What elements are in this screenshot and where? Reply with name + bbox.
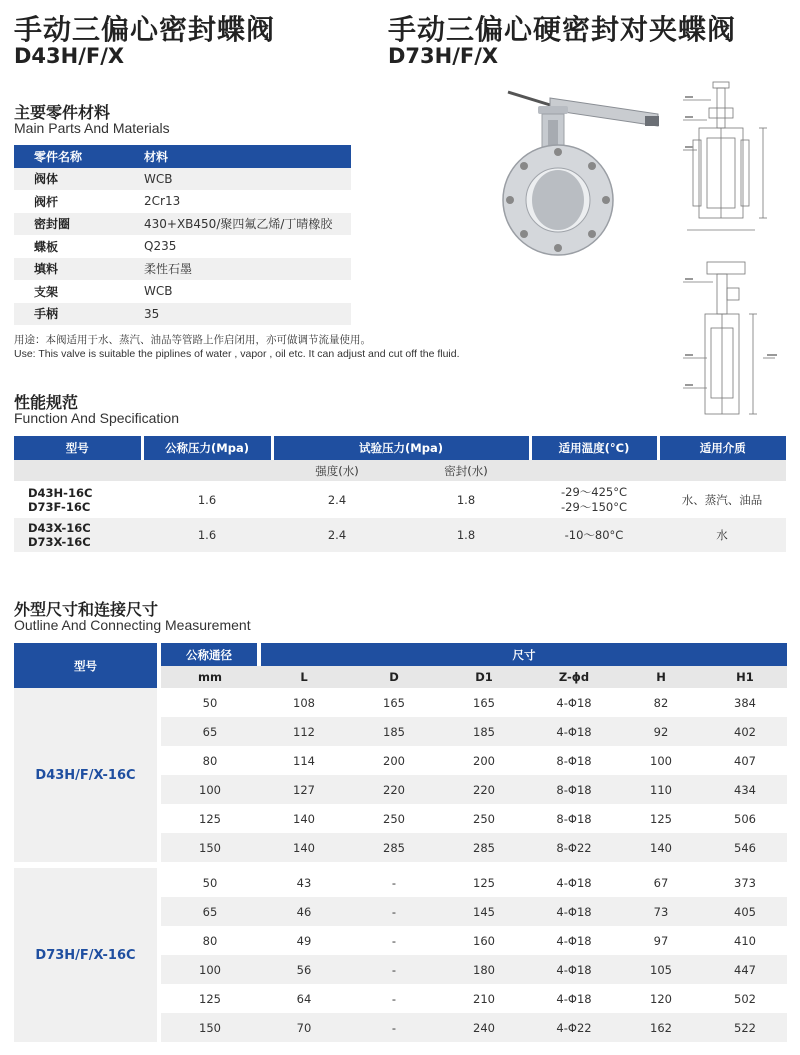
drawing-d43 <box>683 80 783 240</box>
parts-col-name: 零件名称 <box>14 145 144 168</box>
dims-cell-d1: 220 <box>439 775 529 804</box>
dims-cell-l: 127 <box>259 775 349 804</box>
dims-cell-d1: 285 <box>439 833 529 862</box>
spec-temp: -10～80°C <box>530 518 658 552</box>
valve-gland <box>538 106 568 114</box>
dims-cell-zd: 8-Φ18 <box>556 753 592 768</box>
spec-sub-seal: 密封(水) <box>402 460 530 481</box>
dims-sub-h1: H1 <box>703 666 787 688</box>
dims-cell-zd: 4-Φ18 <box>529 897 619 926</box>
spec-col-pn: 公称压力(Mpa) <box>142 436 272 460</box>
table-row <box>14 213 351 236</box>
dims-cell-h1: 402 <box>703 717 787 746</box>
dims-cell-dn: 50 <box>202 875 218 890</box>
dims-sub-zd: Z-ϕd <box>529 666 619 688</box>
table-row <box>14 481 786 518</box>
part-material: 2Cr13 <box>144 194 181 209</box>
part-name: 支架 <box>34 284 59 299</box>
dims-cell-d1: 240 <box>439 1013 529 1042</box>
table-row <box>14 235 351 258</box>
dims-cell-h: 125 <box>650 811 672 826</box>
dims-cell-zd: 8-Φ18 <box>529 775 619 804</box>
dims-cell-h: 110 <box>619 775 703 804</box>
dims-cell-dn: 80 <box>202 753 218 768</box>
dims-cell-dn: 100 <box>159 775 259 804</box>
part-material: WCB <box>144 171 173 186</box>
dims-cell-d: - <box>349 955 439 984</box>
valve-photo <box>490 80 670 260</box>
valve-handle-grip <box>645 116 659 126</box>
dims-cell-dn: 100 <box>159 955 259 984</box>
dims-cell-h1: 407 <box>734 753 756 768</box>
dims-header-row <box>14 643 787 666</box>
dims-model: D43H/F/X-16C <box>14 688 159 862</box>
spec-pn: 1.6 <box>142 481 272 518</box>
dims-cell-d1: 160 <box>473 933 495 948</box>
part-material: 430+XB450/聚四氟乙烯/丁晴橡胶 <box>144 217 333 232</box>
dims-cell-h1: 522 <box>703 1013 787 1042</box>
spec-seal: 1.8 <box>402 481 530 518</box>
usage-en: Use: This valve is suitable the piplines of water , vapor , oil etc. It can adjust and cut off the fluid. <box>14 348 460 360</box>
dims-cell-zd: 4-Φ18 <box>556 695 592 710</box>
part-name: 手柄 <box>34 307 59 322</box>
spec-title-en: Function And Specification <box>14 410 179 426</box>
dims-sub-d: D <box>349 666 439 688</box>
spec-header-row <box>14 436 786 460</box>
table-row <box>14 190 351 213</box>
dims-cell-zd: 4-Φ22 <box>529 1013 619 1042</box>
dims-sub-h: H <box>619 666 703 688</box>
dims-cell-zd: 4-Φ18 <box>556 875 592 890</box>
dims-cell-d: 285 <box>349 833 439 862</box>
dims-cell-l: 46 <box>259 897 349 926</box>
dims-cell-l: 70 <box>259 1013 349 1042</box>
dims-cell-dn: 80 <box>202 933 218 948</box>
valve-disc <box>532 170 584 230</box>
dims-cell-h: 140 <box>619 833 703 862</box>
dims-cell-d: - <box>391 933 397 948</box>
dims-cell-d: 220 <box>349 775 439 804</box>
dims-cell-d: 165 <box>383 695 405 710</box>
right-product-model: D73H/F/X <box>388 44 499 68</box>
table-row <box>14 258 351 281</box>
table-row <box>14 303 351 326</box>
part-name: 蝶板 <box>34 239 59 254</box>
spec-col-model: 型号 <box>14 436 142 460</box>
dims-cell-zd: 8-Φ22 <box>529 833 619 862</box>
dims-cell-zd: 4-Φ18 <box>556 991 592 1006</box>
dims-cell-d: 250 <box>383 811 405 826</box>
spec-col-medium: 适用介质 <box>658 436 786 460</box>
spec-subheader-row <box>14 460 786 481</box>
usage-cn: 用途：本阀适用于水、蒸汽、油品等管路上作启闭用，亦可做调节流量使用。 <box>14 334 371 346</box>
dims-cell-l: 140 <box>293 811 315 826</box>
dims-cell-d: 185 <box>349 717 439 746</box>
table-row <box>14 688 787 717</box>
dims-col-model: 型号 <box>14 643 159 688</box>
table-row <box>14 868 787 897</box>
dims-col-size: 尺寸 <box>259 643 787 666</box>
part-name: 填料 <box>34 262 59 277</box>
dims-cell-dn: 125 <box>199 811 221 826</box>
dims-cell-dn: 150 <box>159 1013 259 1042</box>
dims-table <box>14 643 787 1042</box>
dims-cell-l: 49 <box>296 933 312 948</box>
spec-medium: 水 <box>658 518 786 552</box>
table-row <box>14 518 786 552</box>
dims-cell-zd: 4-Φ18 <box>529 717 619 746</box>
right-product-title: 手动三偏心硬密封对夹蝶阀 <box>388 13 737 46</box>
dims-cell-zd: 4-Φ18 <box>556 933 592 948</box>
part-material: WCB <box>144 284 173 299</box>
dims-cell-h: 92 <box>619 717 703 746</box>
dims-cell-h1: 373 <box>734 875 756 890</box>
dims-cell-h1: 384 <box>734 695 756 710</box>
dims-sub-d1: D1 <box>439 666 529 688</box>
dims-cell-h1: 405 <box>703 897 787 926</box>
dims-cell-l: 140 <box>259 833 349 862</box>
dims-cell-h: 120 <box>650 991 672 1006</box>
spec-temp: -29～425°C -29～150°C <box>530 481 658 518</box>
dims-cell-l: 114 <box>293 753 315 768</box>
left-product-title: 手动三偏心密封蝶阀 <box>14 13 276 46</box>
dims-cell-h1: 502 <box>734 991 756 1006</box>
dims-cell-l: 112 <box>259 717 349 746</box>
dims-cell-d1: 250 <box>473 811 495 826</box>
dims-title-cn: 外型尺寸和连接尺寸 <box>14 600 159 619</box>
dims-cell-d1: 200 <box>473 753 495 768</box>
dims-cell-zd: 8-Φ18 <box>556 811 592 826</box>
spec-strength: 2.4 <box>272 481 402 518</box>
spec-title-cn: 性能规范 <box>14 393 79 412</box>
dims-cell-h: 73 <box>619 897 703 926</box>
dims-cell-l: 108 <box>293 695 315 710</box>
dims-cell-h: 162 <box>619 1013 703 1042</box>
dims-cell-dn: 150 <box>159 833 259 862</box>
dims-cell-h1: 546 <box>703 833 787 862</box>
spec-strength: 2.4 <box>272 518 402 552</box>
parts-col-material: 材料 <box>144 145 351 168</box>
parts-table <box>14 145 351 325</box>
dims-cell-dn: 65 <box>159 717 259 746</box>
table-row <box>14 168 351 191</box>
part-material: Q235 <box>144 239 177 254</box>
spec-table <box>14 436 786 552</box>
dims-model: D73H/F/X-16C <box>14 868 159 1042</box>
spec-col-temp: 适用温度(°C) <box>530 436 658 460</box>
dims-sub-l: L <box>259 666 349 688</box>
dims-cell-zd: 4-Φ18 <box>529 955 619 984</box>
dims-cell-h: 67 <box>653 875 669 890</box>
dims-cell-d: - <box>391 991 397 1006</box>
dims-cell-dn: 50 <box>202 695 218 710</box>
spec-seal: 1.8 <box>402 518 530 552</box>
dims-cell-h: 97 <box>653 933 669 948</box>
spec-pn: 1.6 <box>142 518 272 552</box>
part-name: 密封圈 <box>34 217 71 232</box>
left-product-model: D43H/F/X <box>14 44 125 68</box>
spec-col-test: 试验压力(Mpa) <box>272 436 530 460</box>
dims-cell-d1: 210 <box>473 991 495 1006</box>
dims-cell-d: - <box>391 875 397 890</box>
drawing-d73 <box>683 258 783 428</box>
part-name: 阀体 <box>34 172 59 187</box>
spec-medium: 水、蒸汽、油品 <box>658 481 786 518</box>
dims-title-en: Outline And Connecting Measurement <box>14 617 251 633</box>
dims-cell-h1: 506 <box>734 811 756 826</box>
dims-cell-h1: 410 <box>734 933 756 948</box>
dims-cell-l: 56 <box>259 955 349 984</box>
part-material: 35 <box>144 306 160 321</box>
dims-cell-d1: 125 <box>473 875 495 890</box>
part-name: 阀杆 <box>34 194 59 209</box>
part-material: 柔性石墨 <box>144 262 193 277</box>
parts-header-row <box>14 145 351 168</box>
dims-cell-d1: 180 <box>439 955 529 984</box>
dims-cell-h1: 447 <box>703 955 787 984</box>
dims-cell-d: - <box>349 1013 439 1042</box>
dims-sub-mm: mm <box>159 666 259 688</box>
spec-model: D43X-16C D73X-16C <box>14 518 142 552</box>
spec-model: D43H-16C D73F-16C <box>14 481 142 518</box>
dims-cell-d1: 145 <box>439 897 529 926</box>
dims-cell-h: 105 <box>619 955 703 984</box>
dims-cell-h1: 434 <box>703 775 787 804</box>
parts-title-cn: 主要零件材料 <box>14 103 111 122</box>
dims-cell-d: - <box>349 897 439 926</box>
dims-col-dn: 公称通径 <box>159 643 259 666</box>
dims-cell-l: 64 <box>296 991 312 1006</box>
dims-cell-h: 100 <box>650 753 672 768</box>
dims-cell-dn: 65 <box>159 897 259 926</box>
dims-cell-d: 200 <box>383 753 405 768</box>
table-row <box>14 280 351 303</box>
spec-sub-strength: 强度(水) <box>272 460 402 481</box>
dims-cell-l: 43 <box>296 875 312 890</box>
dims-cell-dn: 125 <box>199 991 221 1006</box>
dims-cell-d1: 165 <box>473 695 495 710</box>
parts-title-en: Main Parts And Materials <box>14 120 170 136</box>
dims-cell-d1: 185 <box>439 717 529 746</box>
dims-cell-h: 82 <box>653 695 669 710</box>
